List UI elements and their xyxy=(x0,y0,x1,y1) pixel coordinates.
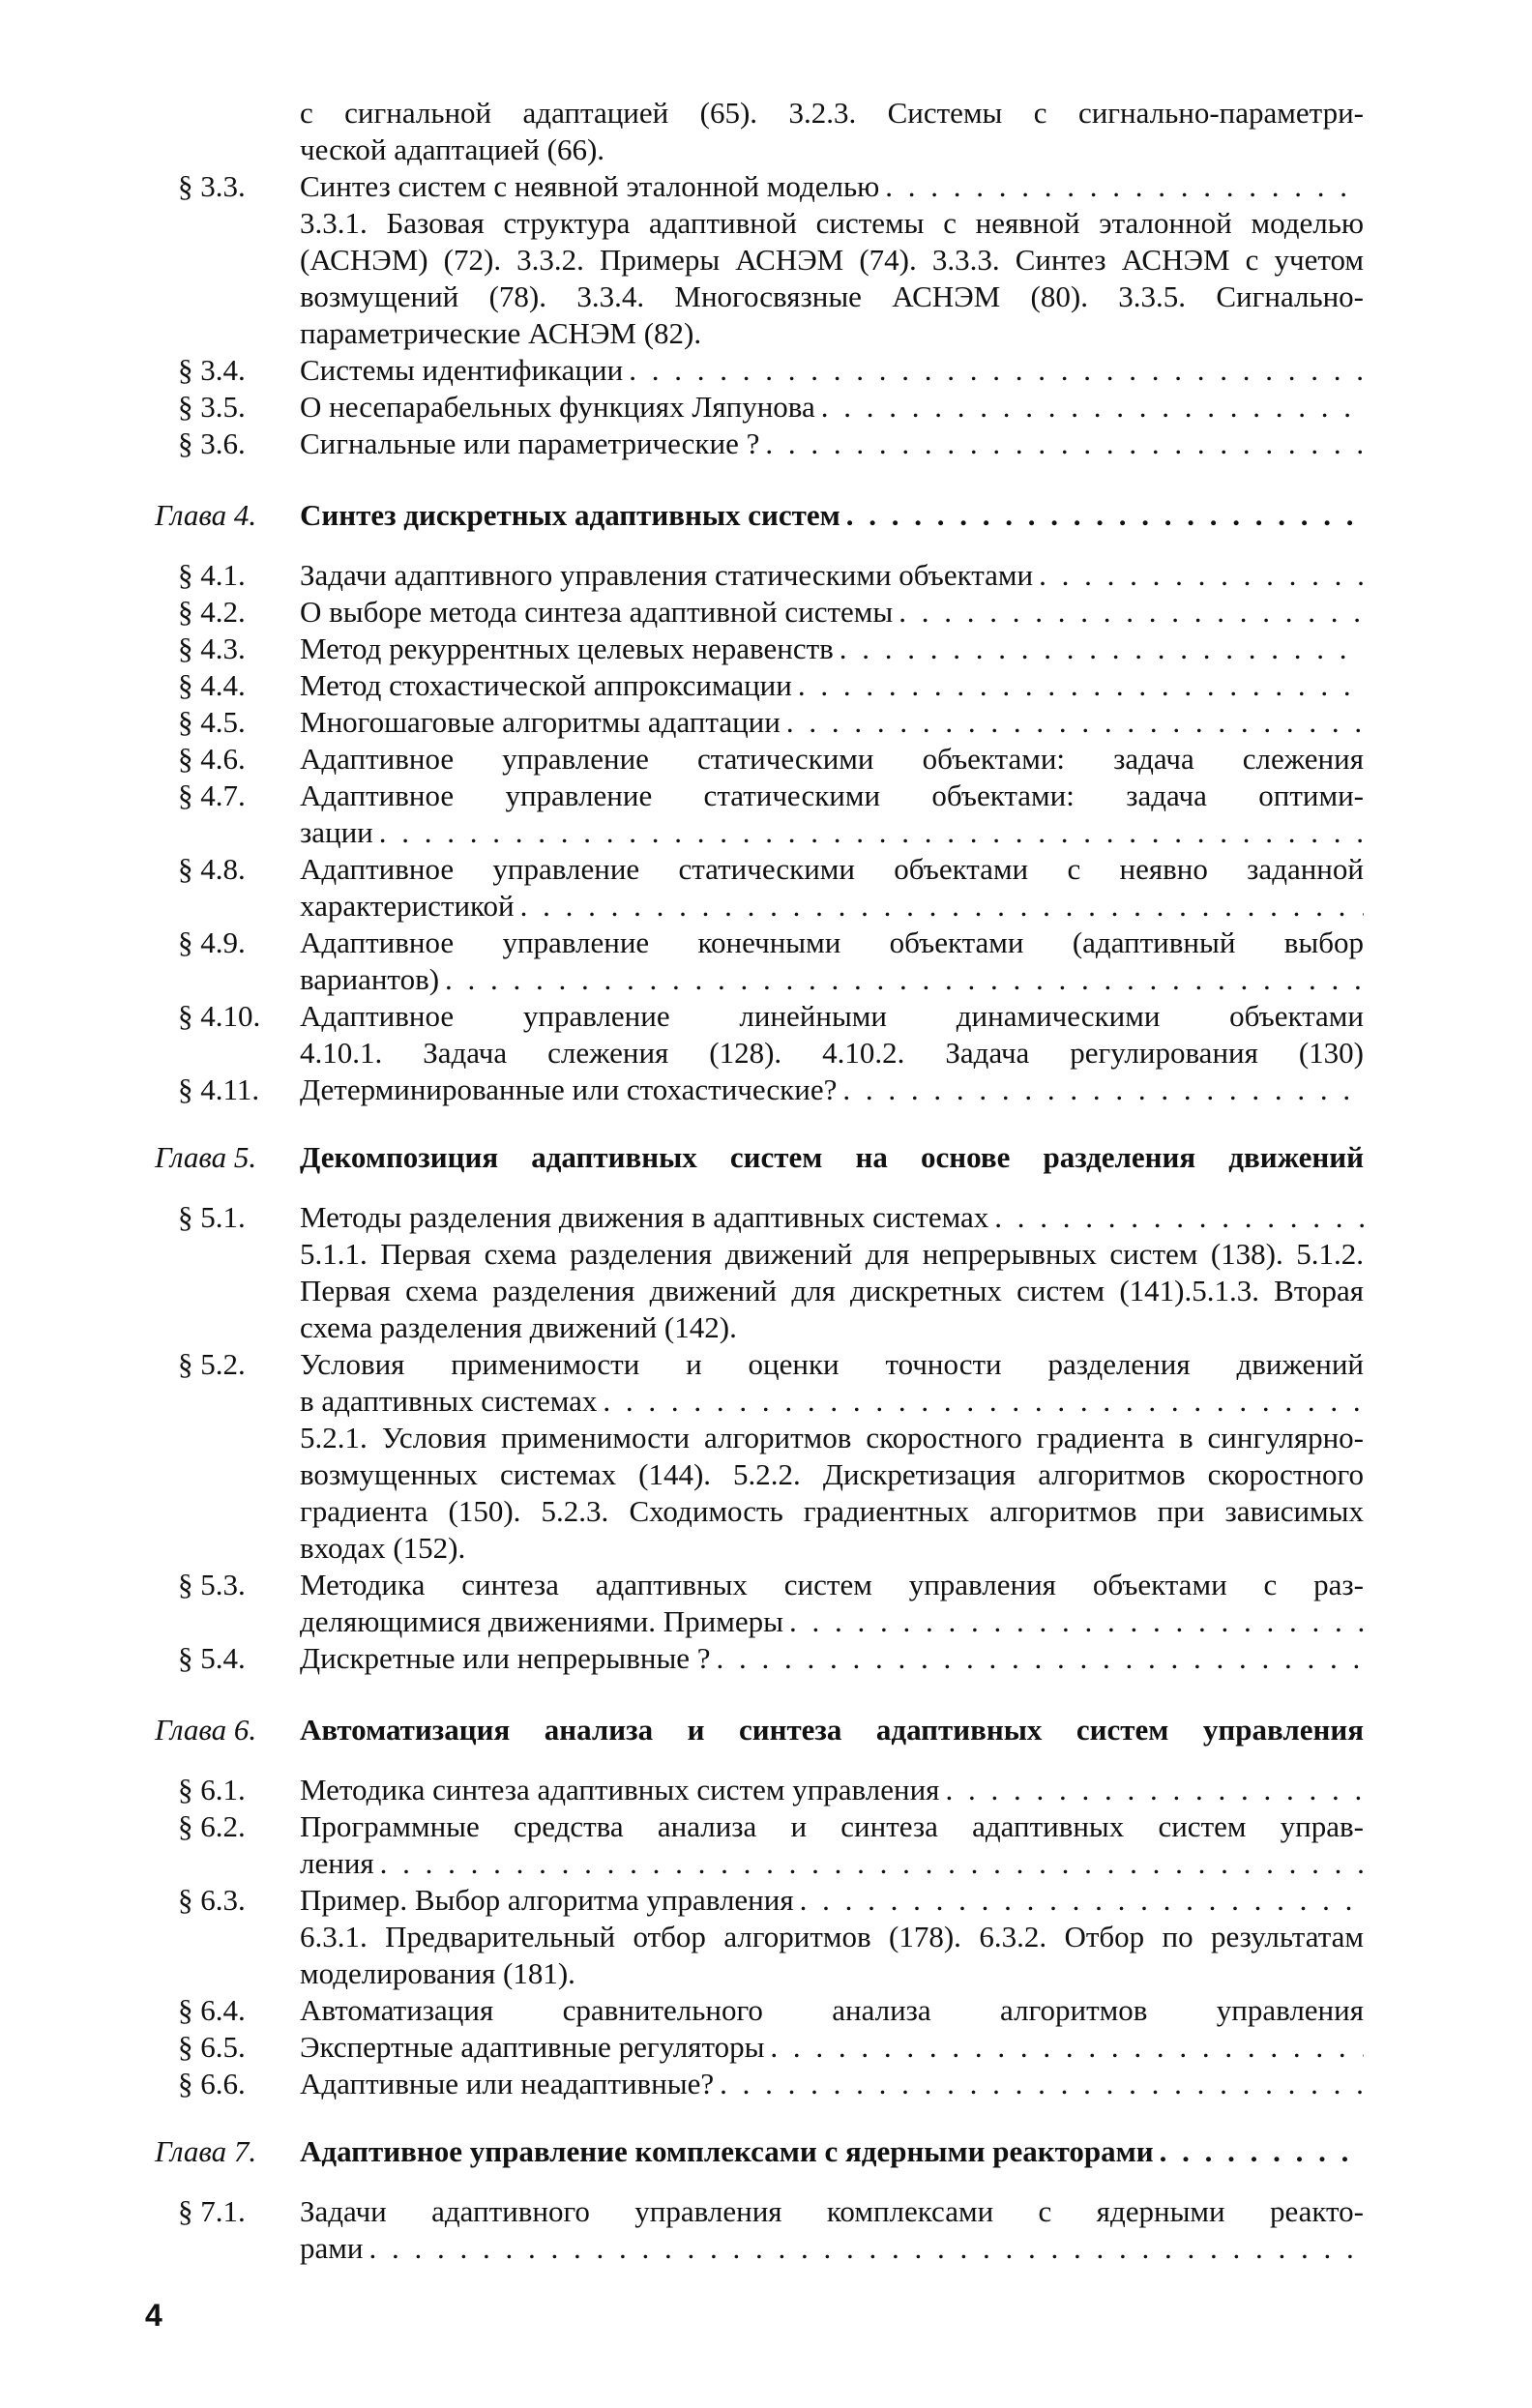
section-3-4-title: Системы идентификации xyxy=(300,353,624,387)
section-3-3-title: Синтез систем с неявной эталонной моделью xyxy=(300,169,880,203)
section-6-2-title-line-1[interactable]: Программные средства анализа и синтеза адаптивных систем управ- xyxy=(300,1809,1364,1843)
toc-continuation-line-2: ческой адаптацией (66). xyxy=(300,132,605,166)
leader-dots xyxy=(783,1603,1364,1640)
section-6-6-label: § 6.6. xyxy=(178,2067,246,2100)
section-4-2-entry[interactable] xyxy=(300,594,1364,631)
chapter-7-entry[interactable] xyxy=(300,2133,1364,2170)
section-6-6-title: Адаптивные или неадаптивные? xyxy=(300,2067,715,2100)
leader-dots xyxy=(374,1845,1364,1882)
section-3-6-title: Сигнальные или параметрические ? xyxy=(300,426,760,460)
section-4-9-title-line-2: вариантов) xyxy=(300,962,440,996)
section-6-2-entry[interactable] xyxy=(300,1845,1364,1882)
leader-dots xyxy=(792,667,1364,704)
leader-dots xyxy=(1033,557,1364,594)
section-5-1-subsections: 5.1.1. Первая схема разделения движений для непрерывных систем (138). 5.1.2. Первая схема разделения движений для дискретных систем (141).5.1.3. Вторая схема разделения движений (142). xyxy=(300,1237,1364,1344)
section-4-10-label: § 4.10. xyxy=(178,999,261,1033)
section-6-6-entry[interactable] xyxy=(300,2066,1364,2102)
section-5-2-title-line-1[interactable]: Условия применимости и оценки точности разделения движений xyxy=(300,1347,1364,1381)
leader-dots xyxy=(623,352,1364,389)
section-4-3-label: § 4.3. xyxy=(178,631,246,665)
section-6-2-title-line-2: ления xyxy=(300,1846,374,1880)
section-4-11-entry[interactable] xyxy=(300,1072,1364,1108)
section-4-7-label: § 4.7. xyxy=(178,778,246,812)
section-4-9-label: § 4.9. xyxy=(178,925,246,959)
leader-dots xyxy=(794,1882,1364,1919)
section-5-3-entry[interactable] xyxy=(300,1603,1364,1640)
leader-dots xyxy=(439,961,1364,998)
section-4-6-title[interactable]: Адаптивное управление статическими объектами: задача слежения xyxy=(300,742,1364,776)
section-3-4-entry[interactable] xyxy=(300,352,1364,389)
chapter-6-label: Глава 6. xyxy=(155,1713,257,1747)
section-5-2-entry[interactable] xyxy=(300,1383,1364,1420)
section-4-9-title-line-1[interactable]: Адаптивное управление конечными объектами (адаптивный выбор xyxy=(300,925,1364,959)
section-3-4-label: § 3.4. xyxy=(178,353,246,387)
section-3-5-title: О несепарабельных функциях Ляпунова xyxy=(300,390,815,424)
leader-dots xyxy=(834,631,1364,667)
section-5-2-subsections: 5.2.1. Условия применимости алгоритмов скоростного градиента в сингулярно-возмущенных системах (144). 5.2.2. Дискретизация алгоритмов скоростного градиента (150). 5.2.3. Сходимость градиентных алгоритмов при зависимых входах (152). xyxy=(300,1421,1364,1565)
section-4-7-title-line-2: зации xyxy=(300,815,373,849)
section-6-5-title: Экспертные адаптивные регуляторы xyxy=(300,2030,765,2064)
leader-dots xyxy=(837,1072,1364,1108)
section-6-1-entry[interactable] xyxy=(300,1772,1364,1808)
section-4-8-label: § 4.8. xyxy=(178,852,246,886)
chapter-6-title[interactable]: Автоматизация анализа и синтеза адаптивных систем управления xyxy=(300,1713,1364,1747)
section-6-3-title: Пример. Выбор алгоритма управления xyxy=(300,1883,794,1917)
section-4-4-label: § 4.4. xyxy=(178,668,246,702)
section-3-6-entry[interactable] xyxy=(300,426,1364,462)
section-3-3-subsections: 3.3.1. Базовая структура адаптивной системы с неявной эталонной моделью (АСНЭМ) (72). 3.3.2. Примеры АСНЭМ (74). 3.3.3. Синтез АСНЭМ с учетом возмущений (78). 3.3.4. Многосвязные АСНЭМ (80). 3.3.5. Сигнально-параметрические АСНЭМ (82). xyxy=(300,206,1364,350)
section-4-7-title-line-1[interactable]: Адаптивное управление статическими объектами: задача оптими- xyxy=(300,778,1364,812)
section-4-8-title-line-2: характеристикой xyxy=(300,889,515,923)
section-7-1-label: § 7.1. xyxy=(178,2194,246,2228)
leader-dots xyxy=(893,594,1364,631)
leader-dots xyxy=(363,2230,1364,2267)
section-5-3-title-line-2: деляющимися движениями. Примеры xyxy=(300,1604,783,1638)
section-4-8-entry[interactable] xyxy=(300,888,1364,925)
leader-dots xyxy=(759,426,1364,462)
section-4-8-title-line-1[interactable]: Адаптивное управление статическими объектами с неявно заданной xyxy=(300,852,1364,886)
section-5-4-title: Дискретные или непрерывные ? xyxy=(300,1641,711,1675)
chapter-7-title: Адаптивное управление комплексами с ядерными реакторами xyxy=(300,2134,1154,2168)
section-5-3-title-line-1[interactable]: Методика синтеза адаптивных систем управления объектами с раз- xyxy=(300,1568,1364,1601)
leader-dots xyxy=(764,2029,1364,2066)
section-4-6-label: § 4.6. xyxy=(178,742,246,776)
chapter-5-label: Глава 5. xyxy=(155,1140,257,1174)
section-6-1-label: § 6.1. xyxy=(178,1773,246,1806)
section-4-10-title[interactable]: Адаптивное управление линейными динамическими объектами xyxy=(300,999,1364,1033)
section-4-1-label: § 4.1. xyxy=(178,558,246,592)
section-3-6-label: § 3.6. xyxy=(178,426,246,460)
leader-dots xyxy=(714,2066,1364,2102)
section-4-1-entry[interactable] xyxy=(300,557,1364,594)
section-3-5-label: § 3.5. xyxy=(178,390,246,424)
section-7-1-entry[interactable] xyxy=(300,2230,1364,2267)
leader-dots xyxy=(711,1640,1364,1677)
section-4-5-label: § 4.5. xyxy=(178,705,246,739)
section-6-1-title: Методика синтеза адаптивных систем управления xyxy=(300,1773,940,1806)
chapter-4-title: Синтез дискретных адаптивных систем xyxy=(300,498,840,532)
section-5-1-label: § 5.1. xyxy=(178,1200,246,1234)
section-6-3-subsections: 6.3.1. Предварительный отбор алгоритмов (178). 6.3.2. Отбор по результатам моделирования (181). xyxy=(300,1920,1364,1990)
leader-dots xyxy=(515,888,1364,925)
page-number: 4 xyxy=(145,2298,162,2333)
section-4-1-title: Задачи адаптивного управления статическими объектами xyxy=(300,558,1034,592)
leader-dots xyxy=(840,497,1364,534)
leader-dots xyxy=(781,704,1364,741)
chapter-4-entry[interactable] xyxy=(300,497,1364,534)
section-4-5-entry[interactable] xyxy=(300,704,1364,741)
section-4-3-entry[interactable] xyxy=(300,631,1364,667)
leader-dots xyxy=(373,814,1364,851)
section-4-4-entry[interactable] xyxy=(300,667,1364,704)
section-4-11-label: § 4.11. xyxy=(178,1072,260,1106)
section-4-10-subsections: 4.10.1. Задача слежения (128). 4.10.2. Задача регулирования (130) xyxy=(300,1036,1364,1070)
section-6-4-title[interactable]: Автоматизация сравнительного анализа алгоритмов управления xyxy=(300,1993,1364,2027)
section-5-2-label: § 5.2. xyxy=(178,1347,246,1381)
section-4-9-entry[interactable] xyxy=(300,961,1364,998)
section-7-1-title-line-1[interactable]: Задачи адаптивного управления комплексами с ядерными реакто- xyxy=(300,2194,1364,2228)
section-5-4-label: § 5.4. xyxy=(178,1641,246,1675)
section-4-5-title: Многошаговые алгоритмы адаптации xyxy=(300,705,781,739)
section-6-5-entry[interactable] xyxy=(300,2029,1364,2066)
section-4-11-title: Детерминированные или стохастические? xyxy=(300,1072,838,1106)
leader-dots xyxy=(879,168,1364,205)
chapter-5-title[interactable]: Декомпозиция адаптивных систем на основе разделения движений xyxy=(300,1140,1364,1174)
leader-dots xyxy=(939,1772,1364,1808)
section-5-1-entry[interactable] xyxy=(300,1199,1364,1236)
section-6-2-label: § 6.2. xyxy=(178,1809,246,1843)
section-6-3-entry[interactable] xyxy=(300,1882,1364,1919)
section-6-4-label: § 6.4. xyxy=(178,1993,246,2027)
section-4-2-label: § 4.2. xyxy=(178,595,246,629)
section-7-1-title-line-2: рами xyxy=(300,2231,364,2265)
section-5-1-title: Методы разделения движения в адаптивных системах xyxy=(300,1200,989,1234)
section-3-3-label: § 3.3. xyxy=(178,169,246,203)
section-6-5-label: § 6.5. xyxy=(178,2030,246,2064)
leader-dots xyxy=(988,1199,1364,1236)
chapter-4-label: Глава 4. xyxy=(155,498,257,532)
section-3-5-entry[interactable] xyxy=(300,389,1364,426)
section-3-3-entry[interactable] xyxy=(300,168,1364,205)
chapter-7-label: Глава 7. xyxy=(155,2134,257,2168)
leader-dots xyxy=(597,1383,1364,1420)
leader-dots xyxy=(1154,2133,1364,2170)
toc-continuation-line-1: с сигнальной адаптацией (65). 3.2.3. Системы с сигнально-параметри- xyxy=(300,96,1364,130)
section-4-2-title: О выборе метода синтеза адаптивной системы xyxy=(300,595,894,629)
section-4-3-title: Метод рекуррентных целевых неравенств xyxy=(300,631,834,665)
section-4-7-entry[interactable] xyxy=(300,814,1364,851)
section-5-2-title-line-2: в адаптивных системах xyxy=(300,1384,598,1418)
section-5-3-label: § 5.3. xyxy=(178,1568,246,1601)
leader-dots xyxy=(815,389,1364,426)
section-4-4-title: Метод стохастической аппроксимации xyxy=(300,668,792,702)
section-6-3-label: § 6.3. xyxy=(178,1883,246,1917)
section-5-4-entry[interactable] xyxy=(300,1640,1364,1677)
